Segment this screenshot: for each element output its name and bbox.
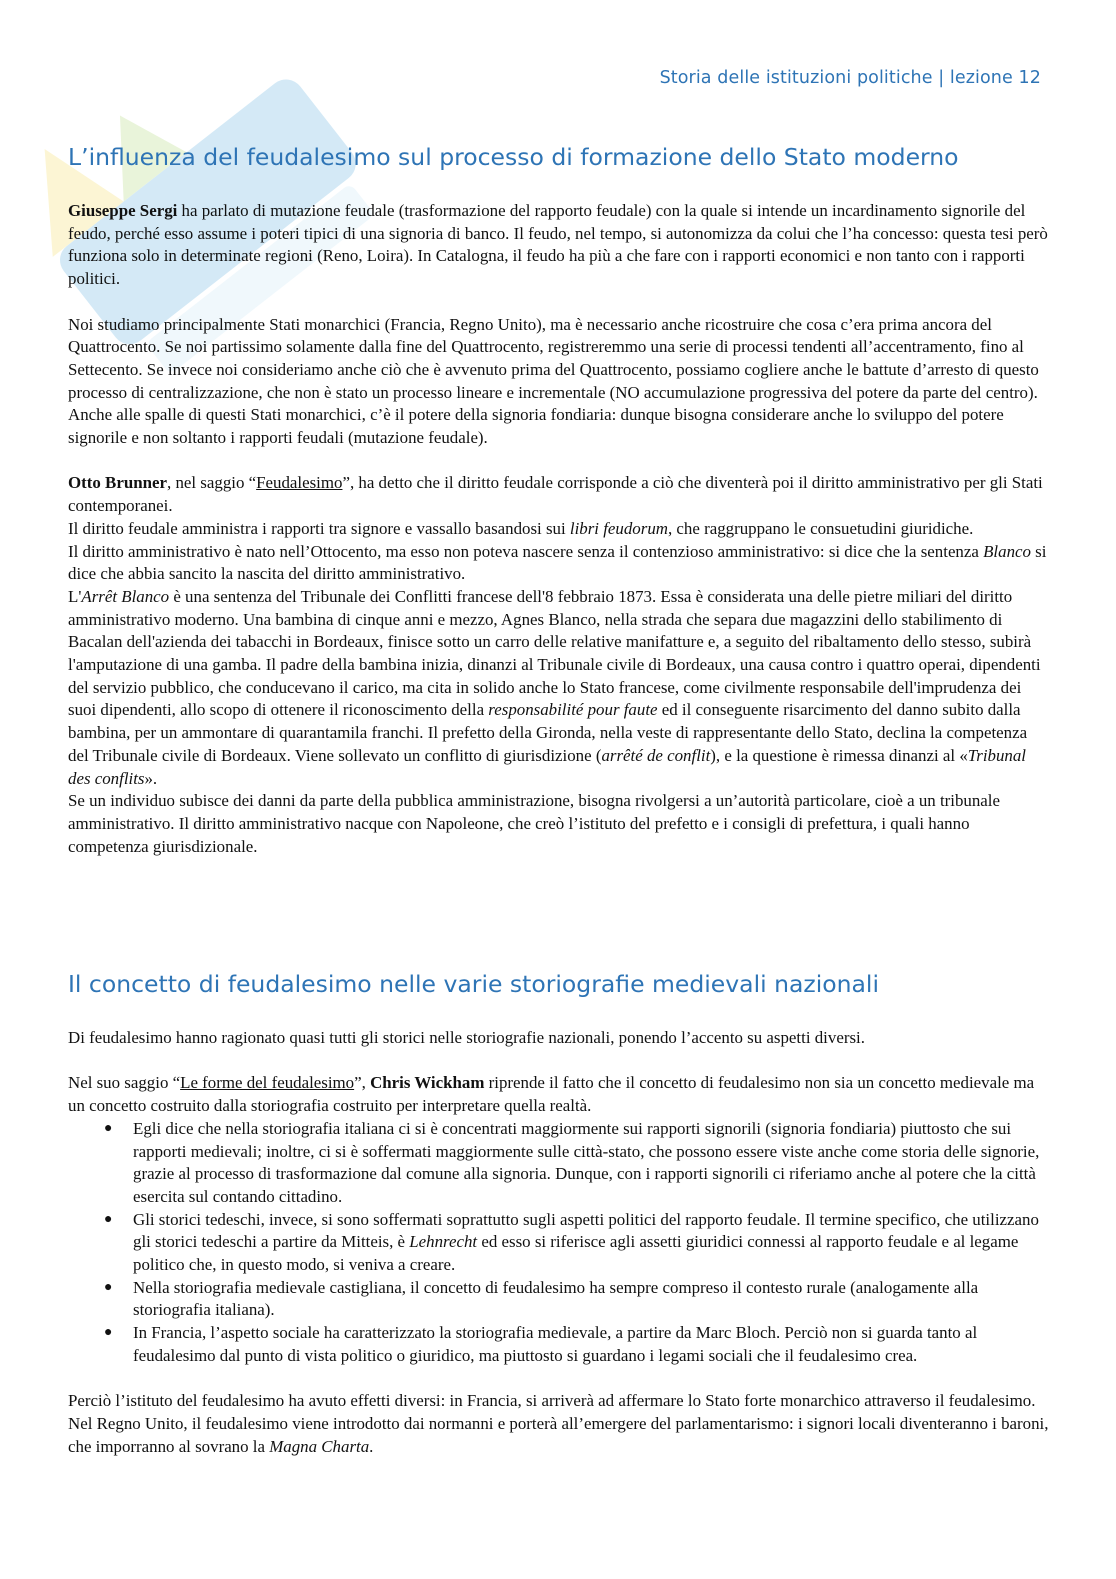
paragraph-stati-monarchici: Noi studiamo principalmente Stati monarchici (Francia, Regno Unito), ma è necessario anche ricostruire che cosa c’era prima ancora del Quattrocento. Se noi partissimo solamente dalla fine del Quattrocento, registreremmo una serie di processi tendenti all’accentramento, fino al Settecento. Se invece noi consideriamo anche ciò che è avvenuto prima del Quattrocento, possiamo cogliere anche le battute d’arresto di questo processo di centralizzazione, che non è stato un processo lineare e incrementale (NO accumulazione progressiva del potere da parte del centro). — [68, 314, 1039, 402]
running-header: Storia delle istituzioni politiche | lezione 12 — [659, 68, 1041, 88]
list-item: ● Nella storiografia medievale castigliana, il concetto di feudalesimo ha sempre compreso il contesto rurale (analogamente alla storiografia italiana). — [104, 1277, 979, 1320]
author-name: Giuseppe Sergi — [68, 201, 178, 220]
paragraph-brunner: Otto Brunner, nel saggio “Feudalesimo”, ha detto che il diritto feudale corrisponde a ciò che diventerà poi il diritto amministrativo per gli Stati contemporanei. — [68, 473, 1043, 516]
bullet-icon: ● — [104, 1325, 113, 1341]
bullet-icon: ● — [104, 1211, 113, 1227]
section-title-influenza: L’influenza del feudalesimo sul processo di formazione dello Stato moderno — [68, 143, 959, 171]
author-name: Otto Brunner — [68, 473, 167, 493]
paragraph-diritto-amministrativo: Il diritto amministrativo è nato nell’Ottocento, ma esso non poteva nascere senza il contenzioso amministrativo: si dice che la sentenza Blanco si dice che abbia sancito la nascita del diritto amministrativo. — [68, 541, 1047, 584]
paragraph-arret-blanco: L'Arrêt Blanco è una sentenza del Tribunale dei Conflitti francese dell'8 febbraio 1873. Essa è considerata una delle pietre miliari del diritto amministrativo moderno. Una bambina di cinque anni e mezzo, Agnes Blanco, nella strada che separa due magazzini dello stabilimento di Bacalan dell'azienda dei tabacchi in Bordeaux, finisce sotto un carro delle relative manifatture e, a seguito del ribaltamento dello stesso, subirà l'amputazione di una gamba. Il padre della bambina inizia, dinanzi al Tribunale civile di Bordeaux, una causa contro i quattro operai, dipendenti del servizio pubblico, che conducevano il carico, ma cita in solido anche lo Stato francese, come civilmente responsabile dell'imprudenza dei suoi dipendenti, allo scopo di ottenere il riconoscimento della responsabilité pour faute ed il conseguente risarcimento del danno subito dalla bambina, per un ammontare di quarantamila franchi. Il prefetto della Gironda, nella veste di rappresentante dello Stato, declina la competenza del Tribunale civile di Bordeaux. Viene sollevato un conflitto di giurisdizione (arrêté de conflit), e la questione è rimessa dinanzi al «Tribunal des conflits». — [68, 586, 1041, 788]
work-title: Le forme del feudalesimo — [180, 1073, 355, 1093]
section-2-body — [68, 1027, 1050, 1458]
paragraph-wickham: Nel suo saggio “Le forme del feudalesimo”, Chris Wickham riprende il fatto che il concetto di feudalesimo non sia un concetto medievale ma un concetto costruito dalla storiografia costruito per interpretare quella realtà. — [68, 1073, 1035, 1116]
paragraph-effetti-diversi: Perciò l’istituto del feudalesimo ha avuto effetti diversi: in Francia, si arriverà ad affermare lo Stato forte monarchico attraverso il feudalesimo. Nel Regno Unito, il feudalesimo viene introdotto dai normanni e porterà all’emergere del parlamentarismo: i signori locali diventeranno i baroni, che imporranno al sovrano la Magna Charta. — [68, 1391, 1049, 1456]
paragraph-sergi: Giuseppe Sergi ha parlato di mutazione feudale (trasformazione del rapporto feudale) con la quale si intende un incardinamento signorile del feudo, perché esso assume i poteri tipici di una signoria di banco. Il feudo, nel tempo, si autonomizza da colui che l’ha concesso: questa tesi però funziona solo in determinate regioni (Reno, Loira). In Catalogna, il feudo ha più a che fare con i rapporti economici e non tanto con i rapporti politici. — [68, 201, 1048, 289]
bullet-list — [68, 1118, 1050, 1368]
work-title: Feudalesimo — [256, 473, 343, 493]
paragraph-libri-feudorum: Il diritto feudale amministra i rapporti tra signore e vassallo basandosi sui libri feudorum, che raggruppano le consuetudini giuridiche. — [68, 518, 974, 538]
author-name: Chris Wickham — [370, 1073, 485, 1093]
section-1-body — [68, 200, 1050, 858]
bullet-icon: ● — [104, 1120, 113, 1136]
list-item: ● In Francia, l’aspetto sociale ha caratterizzato la storiografia medievale, a partire da Marc Bloch. Perciò non si guarda tanto al feudalesimo dal punto di vista politico o giuridico, ma piuttosto si guardano i legami sociali che il feudalesimo crea. — [104, 1323, 978, 1365]
paragraph-tribunale-amministrativo: Se un individuo subisce dei danni da parte della pubblica amministrazione, bisogna rivolgersi a un’autorità particolare, cioè a un tribunale amministrativo. Il diritto amministrativo nacque con Napoleone, che creò l’istituto del prefetto e i consigli di prefettura, i quali hanno competenza giurisdizionale. — [68, 791, 1000, 856]
paragraph-signoria-fondiaria: Anche alle spalle di questi Stati monarchici, c’è il potere della signoria fondiaria: dunque bisogna considerare anche lo sviluppo del potere signorile e non soltanto i rapporti feudali (mutazione feudale). — [68, 405, 1004, 448]
section-title-concetto: Il concetto di feudalesimo nelle varie storiografie medievali nazionali — [68, 970, 879, 998]
bullet-icon: ● — [104, 1279, 113, 1295]
list-item: ● Egli dice che nella storiografia italiana ci si è concentrati maggiormente sui rapporti signorili (signoria fondiaria) piuttosto che sui rapporti medievali; inoltre, ci si è soffermati maggiormente sulle città-stato, che possono essere viste anche come storia delle signorie, grazie al processo di trasformazione dal comune alla signoria. Dunque, con i rapporti signorili ci riferiamo anche al potere che la città esercita sul contando cittadino. — [104, 1118, 1040, 1206]
paragraph-storiografie: Di feudalesimo hanno ragionato quasi tutti gli storici nelle storiografie nazionali, ponendo l’accento su aspetti diversi. — [68, 1028, 865, 1047]
list-item: ● Gli storici tedeschi, invece, si sono soffermati soprattutto sugli aspetti politici del rapporto feudale. Il termine specifico, che utilizzano gli storici tedeschi a partire da Mitteis, è Lehnrecht ed esso si riferisce agli assetti giuridici connessi al rapporto feudale e al legame politico che, in questo modo, si veniva a creare. — [104, 1209, 1039, 1275]
